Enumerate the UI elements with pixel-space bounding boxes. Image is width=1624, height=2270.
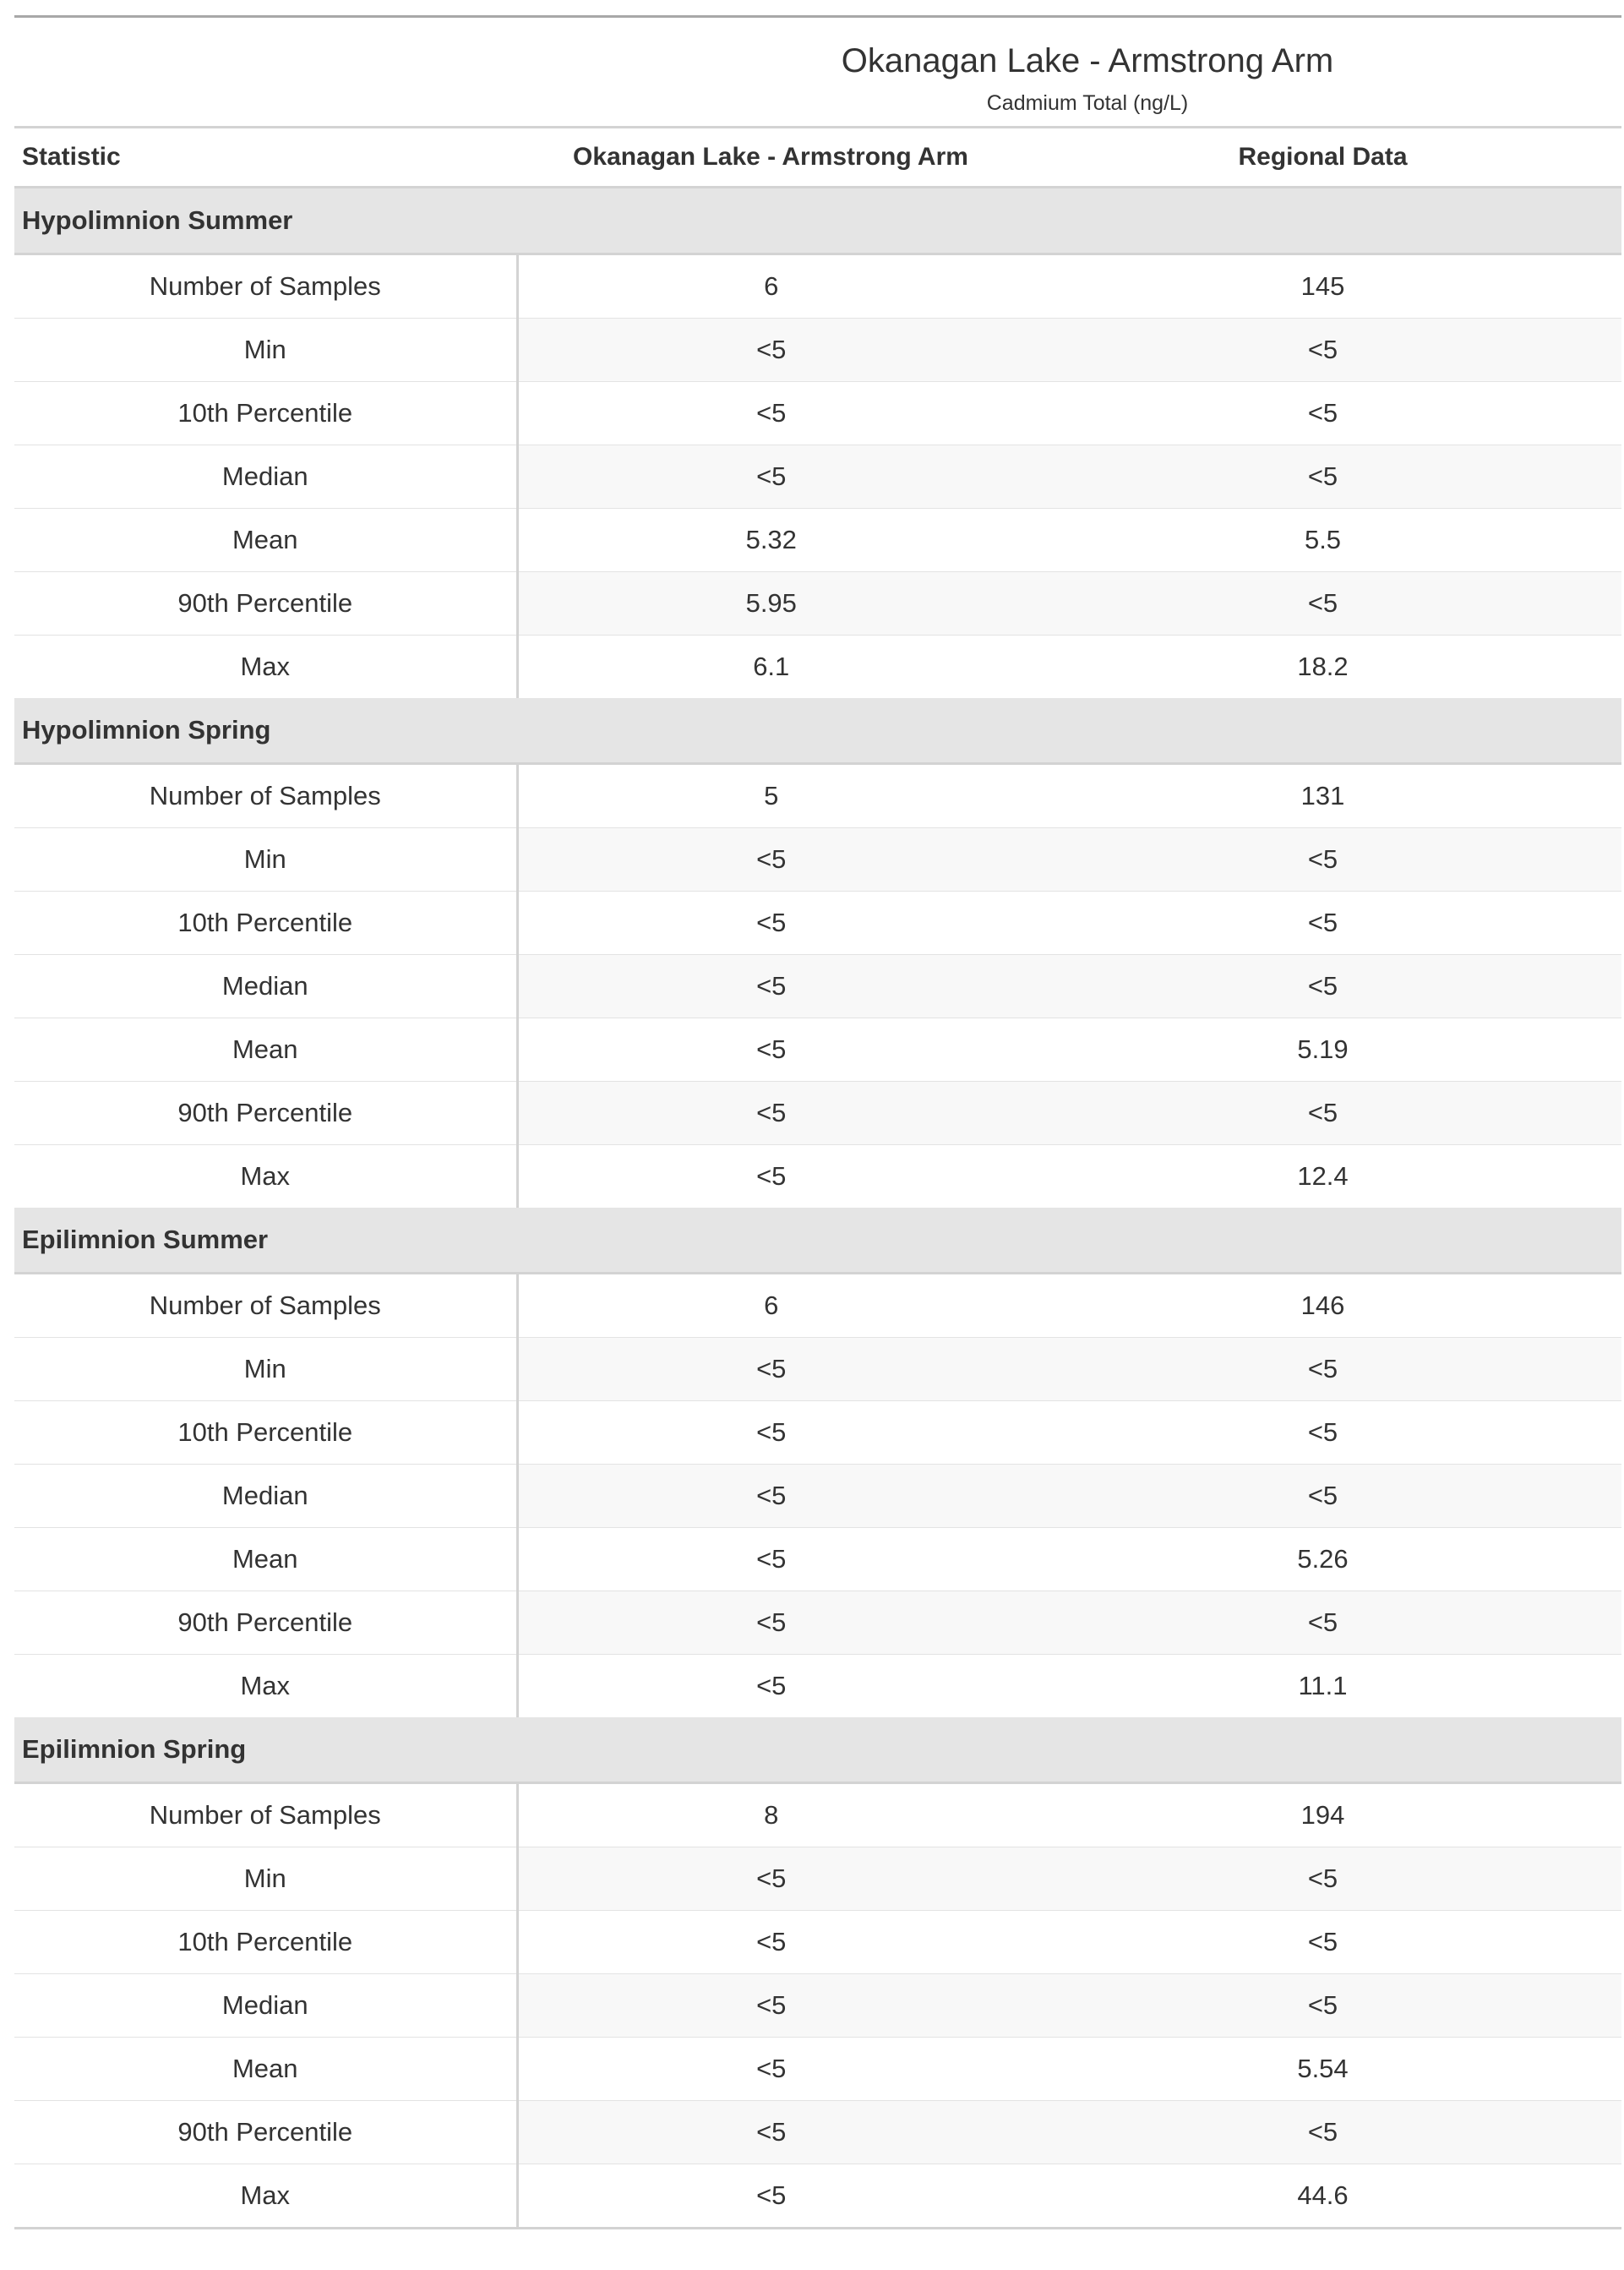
regional-value-cell: 146 <box>1024 1274 1621 1338</box>
table-row <box>14 445 1621 509</box>
table-row <box>14 1145 1621 1209</box>
statistic-cell: Number of Samples <box>14 1783 517 1847</box>
statistic-cell: Mean <box>14 509 517 572</box>
regional-value-cell: <5 <box>1024 319 1621 382</box>
statistic-cell: Min <box>14 1338 517 1401</box>
table-row <box>14 1847 1621 1911</box>
group-label: Epilimnion Summer <box>14 1208 1621 1274</box>
statistic-cell: 10th Percentile <box>14 382 517 445</box>
statistic-cell: Mean <box>14 1528 517 1591</box>
column-header-statistic: Statistic <box>14 128 517 188</box>
site-value-cell: <5 <box>756 2180 787 2210</box>
site-value-cell: <5 <box>517 1591 1024 1655</box>
group-row <box>14 698 1621 764</box>
statistic-cell: Min <box>14 1847 517 1911</box>
site-value-cell: 6 <box>517 1274 1024 1338</box>
site-value-cell: <5 <box>517 1018 1024 1082</box>
site-value-cell: <5 <box>517 828 1024 892</box>
site-value-cell: 5.32 <box>517 509 1024 572</box>
statistic-cell: Max <box>14 1655 517 1718</box>
statistic-cell: Mean <box>14 1018 517 1082</box>
site-value-cell: <5 <box>517 1974 1024 2038</box>
regional-value-cell: <5 <box>1024 1338 1621 1401</box>
site-value-cell: 6 <box>517 254 1024 319</box>
table-row <box>14 1274 1621 1338</box>
site-value-cell: <5 <box>517 445 1024 509</box>
table-body <box>14 188 1621 2229</box>
statistic-cell: Median <box>14 1465 517 1528</box>
site-value-cell: <5 <box>517 319 1024 382</box>
statistic-cell: Number of Samples <box>14 254 517 319</box>
table-row <box>14 828 1621 892</box>
regional-value-cell: <5 <box>1024 1911 1621 1974</box>
statistic-cell: Median <box>14 1974 517 2038</box>
regional-value-cell: <5 <box>1024 1401 1621 1465</box>
table-row <box>14 1911 1621 1974</box>
statistic-cell: Median <box>14 955 517 1018</box>
column-header-regional: Regional Data <box>1024 128 1621 188</box>
table-row <box>14 509 1621 572</box>
regional-value-cell: <5 <box>1024 955 1621 1018</box>
group-label: Hypolimnion Summer <box>14 188 1621 254</box>
table-row <box>14 955 1621 1018</box>
site-value-cell: 5.95 <box>517 572 1024 636</box>
regional-value-cell: <5 <box>1024 382 1621 445</box>
regional-value-cell: 5.5 <box>1024 509 1621 572</box>
table-title: Okanagan Lake - Armstrong Arm <box>841 42 1334 79</box>
regional-value-cell: <5 <box>1024 1082 1621 1145</box>
statistic-cell: 90th Percentile <box>14 1591 517 1655</box>
statistic-cell: Min <box>14 828 517 892</box>
statistic-cell: 90th Percentile <box>14 1082 517 1145</box>
summary-table-container <box>14 15 1621 2229</box>
site-value-cell: <5 <box>517 1401 1024 1465</box>
table-row <box>14 1974 1621 2038</box>
regional-value-cell: <5 <box>1024 1465 1621 1528</box>
regional-value-cell: <5 <box>1024 2101 1621 2164</box>
statistic-cell: 10th Percentile <box>14 1401 517 1465</box>
table-row <box>14 254 1621 319</box>
site-value-cell: <5 <box>756 1161 787 1191</box>
group-row <box>14 188 1621 254</box>
table-row <box>14 2038 1621 2101</box>
regional-value-cell: 18.2 <box>1297 652 1349 681</box>
table-subtitle-cell <box>14 80 1621 128</box>
regional-value-cell: 145 <box>1024 254 1621 319</box>
regional-value-cell: <5 <box>1024 572 1621 636</box>
regional-value-cell: 44.6 <box>1297 2180 1349 2210</box>
table-row <box>14 1338 1621 1401</box>
site-value-cell: 5 <box>517 764 1024 828</box>
site-value-cell: <5 <box>517 2101 1024 2164</box>
statistic-cell: Max <box>14 2164 517 2229</box>
group-row <box>14 1208 1621 1274</box>
table-row <box>14 764 1621 828</box>
group-label: Epilimnion Spring <box>14 1717 1621 1783</box>
site-value-cell: <5 <box>517 1465 1024 1528</box>
statistic-cell: Median <box>14 445 517 509</box>
regional-value-cell: 12.4 <box>1297 1161 1349 1191</box>
table-row <box>14 1465 1621 1528</box>
table-row <box>14 319 1621 382</box>
table-row <box>14 572 1621 636</box>
table-row <box>14 1018 1621 1082</box>
site-value-cell: <5 <box>517 382 1024 445</box>
site-value-cell: <5 <box>517 1911 1024 1974</box>
table-row <box>14 1082 1621 1145</box>
summary-statistics-table <box>14 15 1621 2229</box>
table-row <box>14 2164 1621 2229</box>
group-row <box>14 1717 1621 1783</box>
statistic-cell: Number of Samples <box>14 1274 517 1338</box>
statistic-cell: Mean <box>14 2038 517 2101</box>
site-value-cell: <5 <box>517 1528 1024 1591</box>
group-label: Hypolimnion Spring <box>14 698 1621 764</box>
statistic-cell: Max <box>14 1145 517 1209</box>
statistic-cell: Min <box>14 319 517 382</box>
regional-value-cell: <5 <box>1024 1974 1621 2038</box>
regional-value-cell: <5 <box>1024 1847 1621 1911</box>
statistic-cell: 90th Percentile <box>14 2101 517 2164</box>
site-value-cell: <5 <box>517 1082 1024 1145</box>
statistic-cell: Number of Samples <box>14 764 517 828</box>
regional-value-cell: 11.1 <box>1298 1671 1348 1700</box>
table-row <box>14 636 1621 699</box>
regional-value-cell: <5 <box>1024 892 1621 955</box>
column-header-site: Okanagan Lake - Armstrong Arm <box>517 128 1024 188</box>
table-title-cell <box>14 17 1621 81</box>
table-row <box>14 1655 1621 1718</box>
table-row <box>14 1401 1621 1465</box>
site-value-cell: <5 <box>517 892 1024 955</box>
site-value-cell: 6.1 <box>753 652 790 681</box>
regional-value-cell: 5.26 <box>1024 1528 1621 1591</box>
regional-value-cell: 131 <box>1024 764 1621 828</box>
statistic-cell: Max <box>14 636 517 699</box>
statistic-cell: 10th Percentile <box>14 892 517 955</box>
regional-value-cell: 5.19 <box>1024 1018 1621 1082</box>
table-row <box>14 1591 1621 1655</box>
statistic-cell: 10th Percentile <box>14 1911 517 1974</box>
site-value-cell: <5 <box>517 1338 1024 1401</box>
regional-value-cell: <5 <box>1024 828 1621 892</box>
table-row <box>14 1528 1621 1591</box>
table-row <box>14 382 1621 445</box>
table-row <box>14 892 1621 955</box>
regional-value-cell: 194 <box>1024 1783 1621 1847</box>
table-subtitle: Cadmium Total (ng/L) <box>986 90 1189 115</box>
site-value-cell: <5 <box>517 955 1024 1018</box>
site-value-cell: <5 <box>517 1847 1024 1911</box>
table-row <box>14 2101 1621 2164</box>
regional-value-cell: <5 <box>1024 1591 1621 1655</box>
regional-value-cell: 5.54 <box>1024 2038 1621 2101</box>
site-value-cell: <5 <box>517 2038 1024 2101</box>
site-value-cell: <5 <box>756 1671 787 1700</box>
site-value-cell: 8 <box>517 1783 1024 1847</box>
table-row <box>14 1783 1621 1847</box>
regional-value-cell: <5 <box>1024 445 1621 509</box>
statistic-cell: 90th Percentile <box>14 572 517 636</box>
